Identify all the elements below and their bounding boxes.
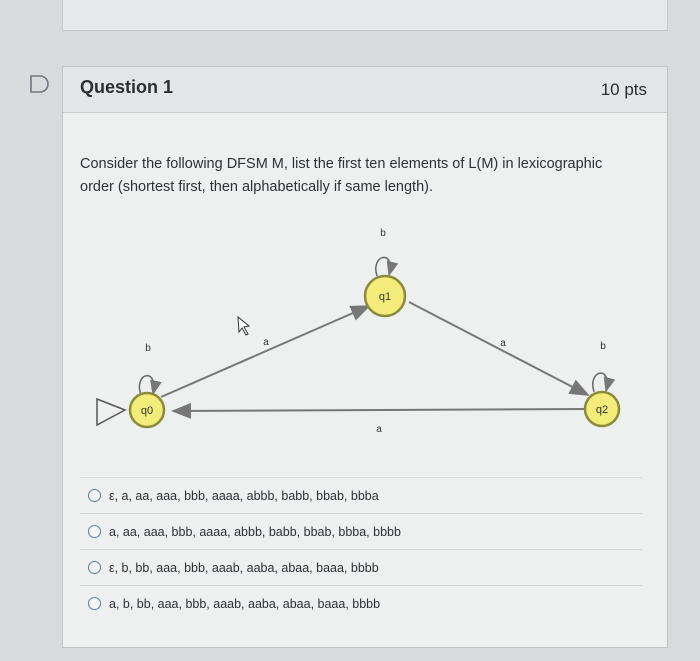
edge-q2-q0 (173, 409, 591, 411)
state-q1-label: q1 (378, 291, 392, 303)
loop-q2 (593, 373, 607, 392)
dfsm-diagram (63, 212, 667, 482)
flag-question-icon[interactable] (28, 74, 50, 94)
answer-option[interactable] (80, 585, 642, 621)
answer-option-label: a, aa, aaa, bbb, aaaa, abbb, babb, bbab, bbba, bbbb (109, 524, 401, 539)
edge-q1-q2 (409, 302, 588, 395)
answer-option[interactable] (80, 549, 642, 585)
edge-label-q2-q2: b (600, 341, 606, 352)
start-arrow (97, 399, 125, 425)
answer-option-label: ε, b, bb, aaa, bbb, aaab, aaba, abaa, baaa, bbbb (109, 560, 379, 575)
loop-q1 (376, 257, 390, 276)
edge-label-q1-q2: a (500, 338, 506, 349)
edge-label-q0-q1: a (263, 337, 269, 348)
question-header (63, 67, 667, 113)
question-prompt: Consider the following DFSM M, list the first ten elements of L(M) in lexicographic order (shortest first, then alphabetically if same length). (80, 156, 603, 195)
radio-button[interactable] (88, 525, 101, 538)
mouse-cursor-icon (238, 317, 249, 335)
state-q0-label: q0 (140, 405, 154, 417)
edge-q0-q1 (161, 306, 369, 397)
question-points: 10 pts (600, 80, 647, 99)
answer-option[interactable] (80, 477, 642, 513)
question-title: Question 1 (80, 77, 174, 97)
radio-button[interactable] (88, 597, 101, 610)
state-q2-label: q2 (595, 404, 609, 416)
answer-options (80, 477, 642, 621)
edge-label-q1-q1: b (380, 228, 386, 239)
edge-label-q0-q0: b (145, 343, 151, 354)
question-card (62, 66, 668, 648)
previous-question-card (62, 0, 668, 31)
answer-option[interactable] (80, 513, 642, 549)
radio-button[interactable] (88, 561, 101, 574)
answer-option-label: ε, a, aa, aaa, bbb, aaaa, abbb, babb, bbab, bbba (109, 488, 379, 503)
edge-label-q2-q0: a (376, 424, 382, 435)
answer-option-label: a, b, bb, aaa, bbb, aaab, aaba, abaa, baaa, bbbb (109, 596, 381, 611)
radio-button[interactable] (88, 489, 101, 502)
